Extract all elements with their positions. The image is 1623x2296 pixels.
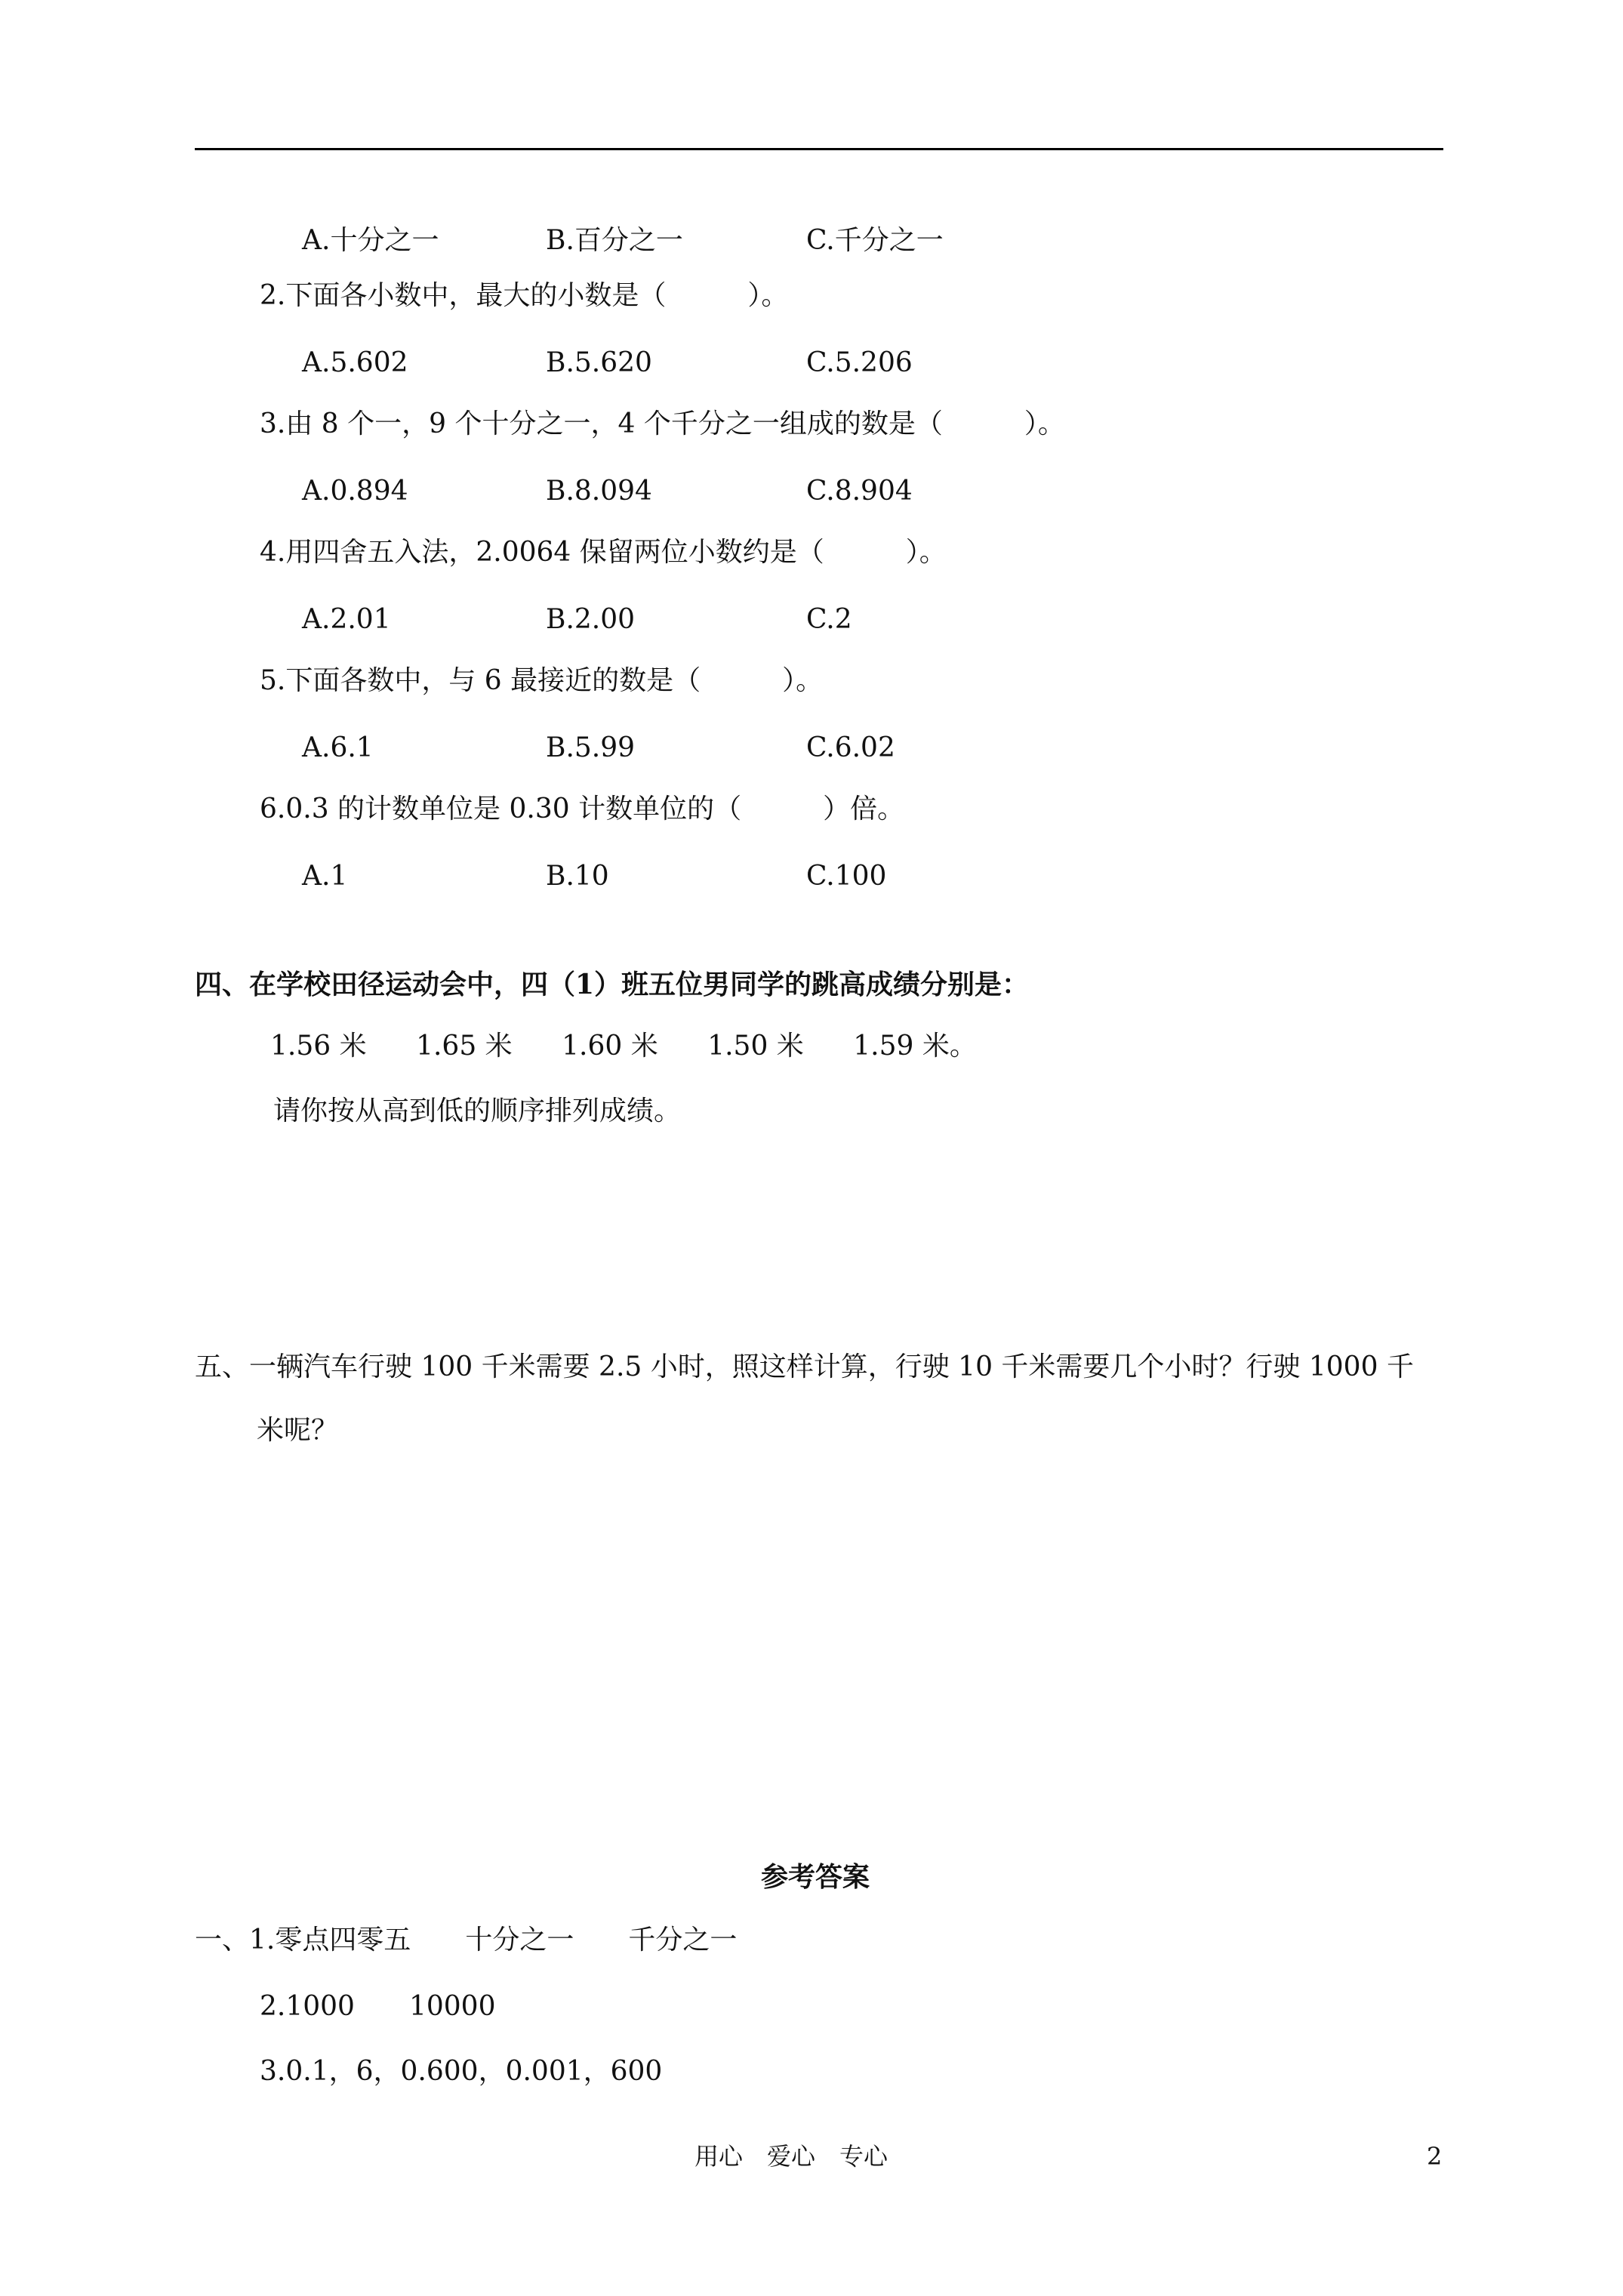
q6-option-b: B.10	[546, 861, 609, 892]
question-3: 3.由 8 个一，9 个十分之一，4 个千分之一组成的数是（ ）。	[260, 408, 1065, 439]
section-4-instruction: 请你按从高到低的顺序排列成绩。	[273, 1096, 682, 1126]
jump-heights	[270, 1033, 1018, 1060]
q3-option-a: A.0.894	[302, 476, 408, 507]
q2-option-b: B.5.620	[546, 347, 652, 378]
question-2: 2.下面各小数中，最大的小数是（ ）。	[260, 280, 789, 311]
q2-option-c: C.5.206	[806, 347, 913, 378]
q3-option-c: C.8.904	[806, 476, 913, 507]
q3-option-b: B.8.094	[546, 476, 652, 507]
question-4: 4.用四舍五入法，2.0064 保留两位小数约是（ ）。	[260, 537, 947, 568]
q5-option-c: C.6.02	[806, 732, 895, 763]
q1-option-a: A.十分之一	[302, 225, 439, 256]
q2-option-a: A.5.602	[302, 347, 408, 378]
footer-motto: 用心 爱心 专心	[694, 2142, 888, 2171]
q1-option-b: B.百分之一	[546, 225, 683, 256]
question-6: 6.0.3 的计数单位是 0.30 计数单位的（ ）倍。	[260, 794, 905, 824]
section-5-question: 五、一辆汽车行驶 100 千米需要 2.5 小时，照这样计算，行驶 10 千米需要几个小时？行驶 1000 千	[195, 1351, 1414, 1382]
section-4-title: 四、在学校田径运动会中，四（1）班五位男同学的跳高成绩分别是：	[195, 969, 1030, 1000]
header-rule	[195, 148, 1443, 150]
section-5-question-cont: 米呢？	[257, 1415, 339, 1446]
q4-option-a: A.2.01	[302, 604, 391, 635]
answers-title: 参考答案	[761, 1861, 870, 1893]
answer-line-2: 2.1000 10000	[260, 1991, 496, 2022]
answer-line-3: 3.0.1，6，0.600，0.001，600	[260, 2056, 663, 2087]
height-value: 1.65 米	[416, 1031, 513, 1062]
height-value: 1.60 米	[562, 1031, 658, 1062]
answer-line-1: 一、1.零点四零五 十分之一 千分之一	[195, 1925, 738, 1955]
page-number: 2	[1427, 2142, 1443, 2171]
height-value: 1.56 米	[270, 1031, 367, 1062]
height-value: 1.50 米	[707, 1031, 804, 1062]
q1-option-c: C.千分之一	[806, 225, 944, 256]
height-value: 1.59 米。	[853, 1031, 977, 1062]
q5-option-a: A.6.1	[302, 732, 374, 763]
q4-option-b: B.2.00	[546, 604, 636, 635]
q5-option-b: B.5.99	[546, 732, 636, 763]
question-5: 5.下面各数中，与 6 最接近的数是（ ）。	[260, 665, 824, 696]
q6-option-a: A.1	[302, 861, 348, 892]
q4-option-c: C.2	[806, 604, 852, 635]
q6-option-c: C.100	[806, 861, 887, 892]
